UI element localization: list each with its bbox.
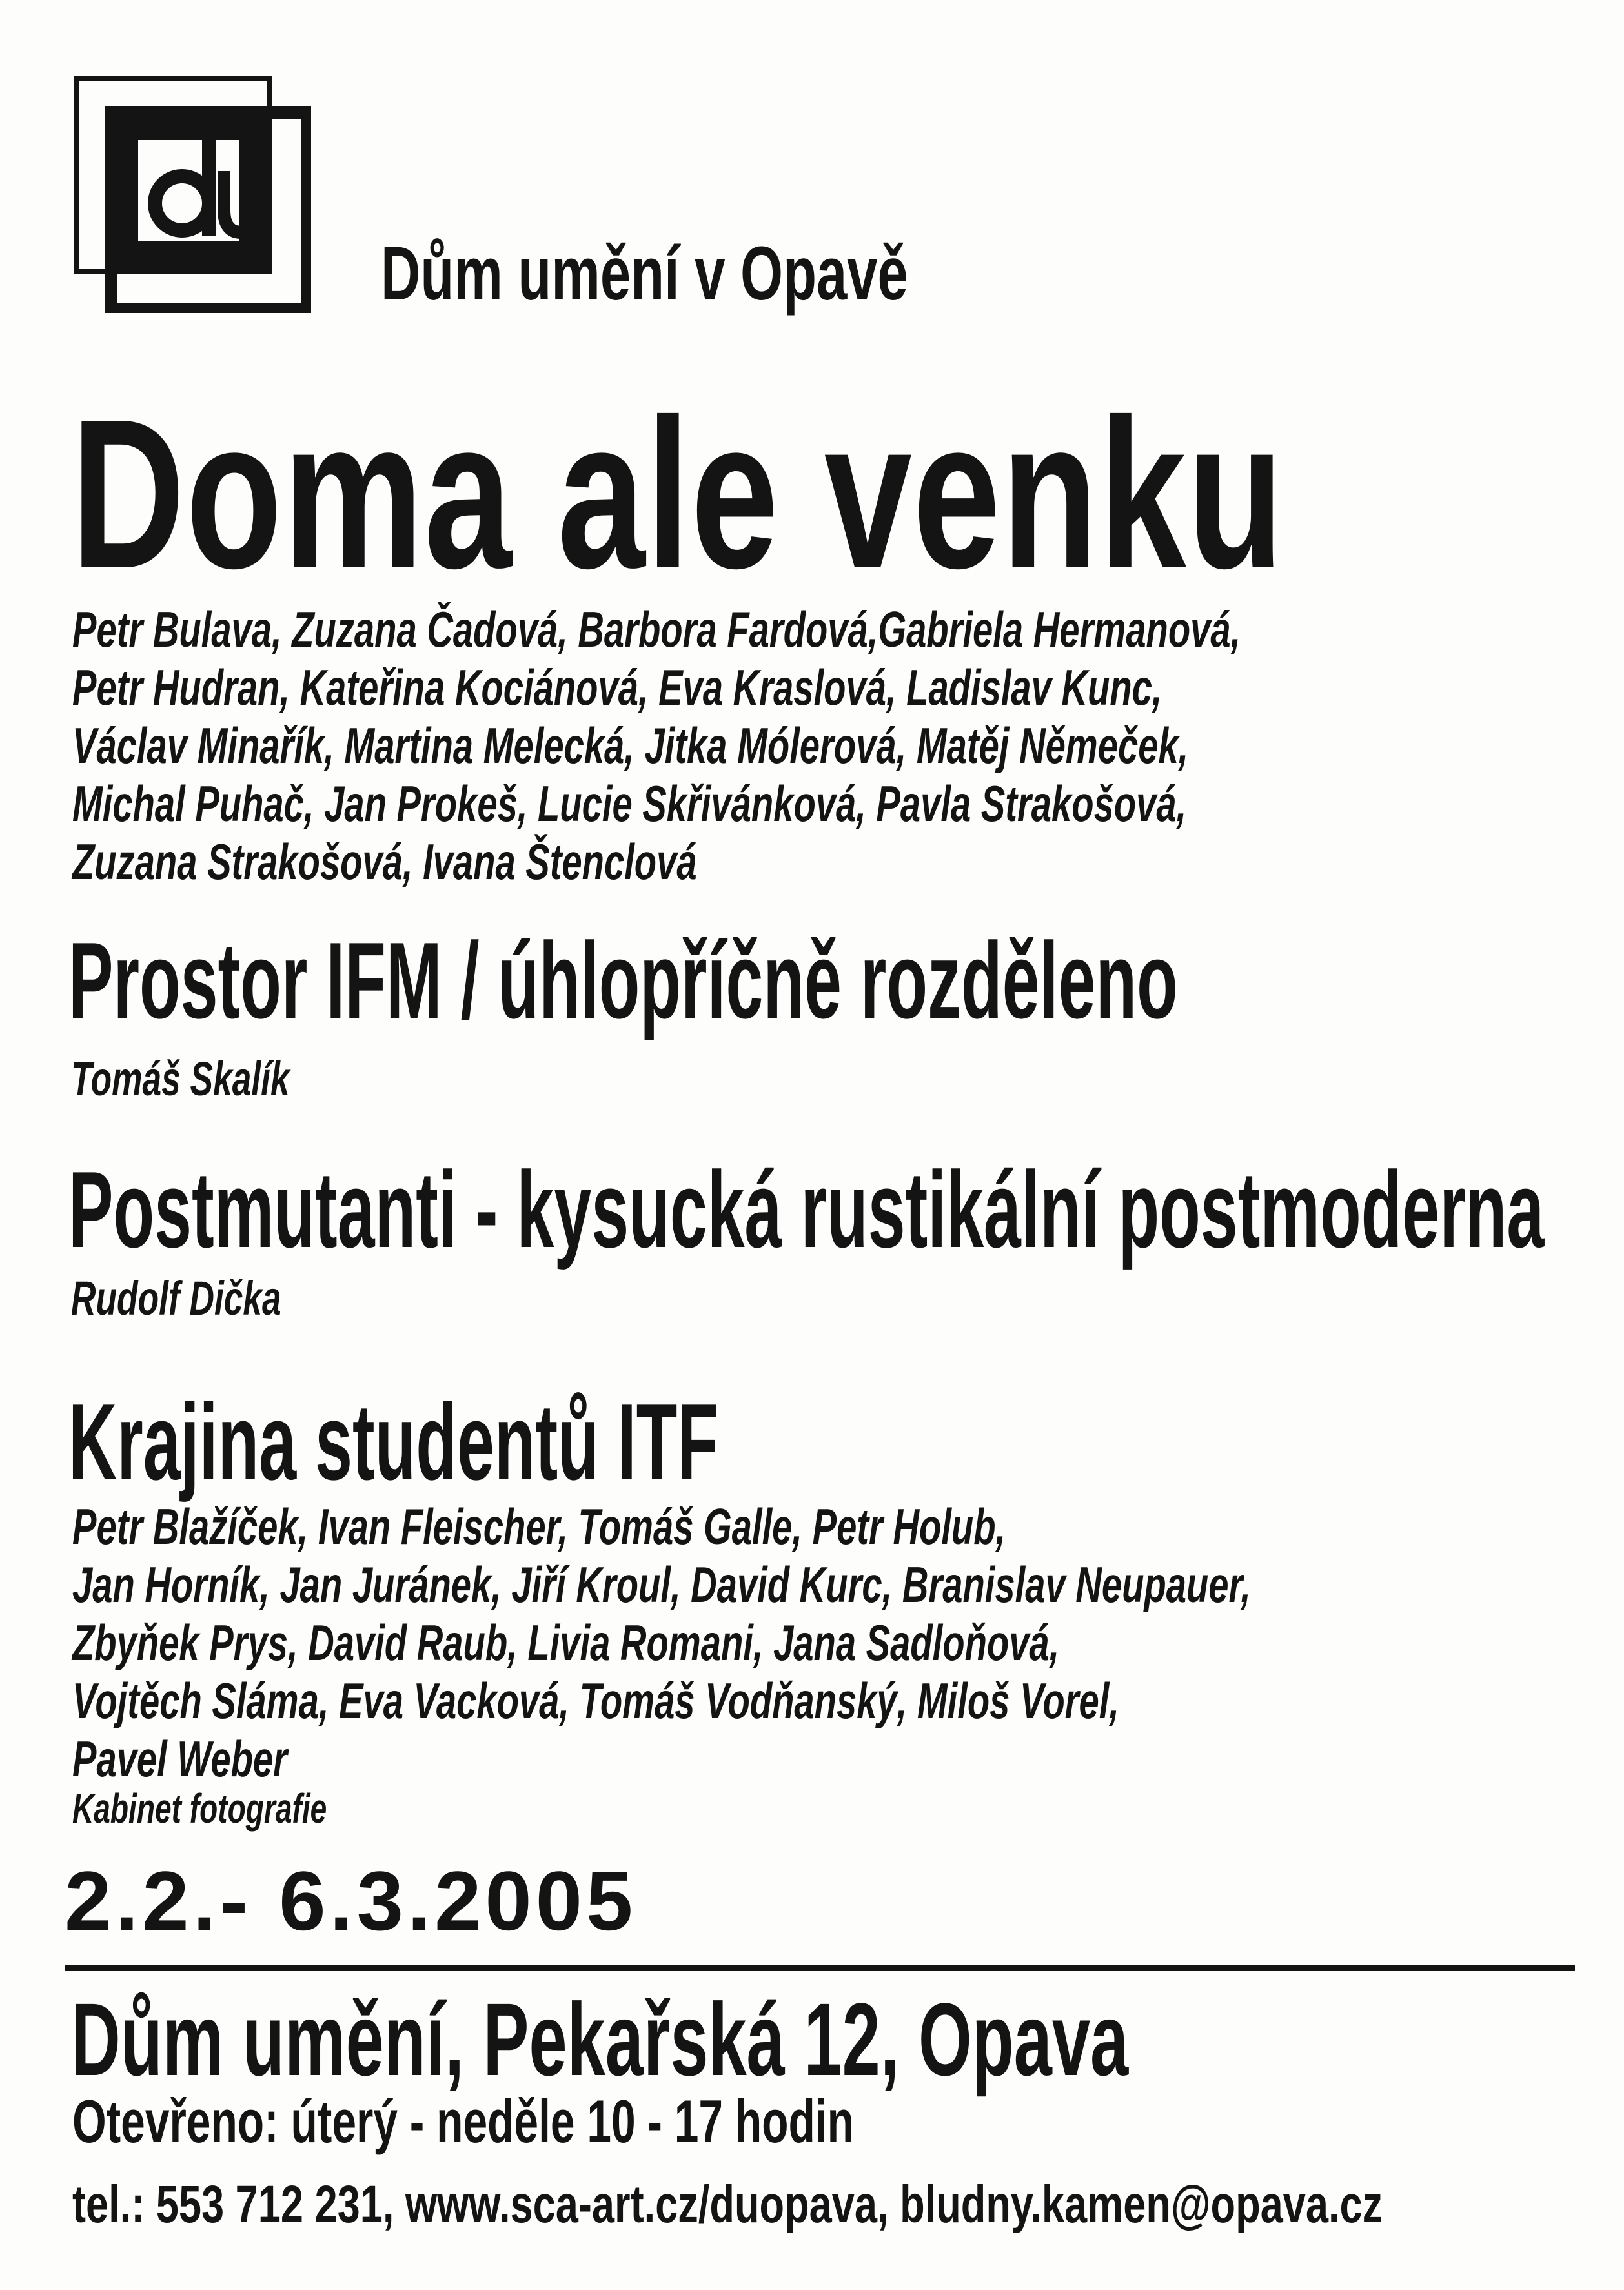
opening-hours: Otevřeno: úterý - neděle 10 - 17 hodin: [72, 2087, 855, 2155]
divider-rule: [65, 1965, 1575, 1971]
dum-umeni-logo: [72, 74, 311, 313]
institution-name: Dům umění v Opavě: [381, 231, 908, 316]
main-artists-list: [72, 600, 1624, 891]
artists-line: Petr Hudran, Kateřina Kociánová, Eva Kraslová, Ladislav Kunc,: [72, 659, 1162, 716]
artists-line: Petr Blažíček, Ivan Fleischer, Tomáš Galle, Petr Holub,: [72, 1498, 1006, 1555]
section-title-postmutanti: Postmutanti - kysucká rustikální postmoderna: [68, 1149, 1545, 1270]
main-exhibition-title: Doma ale venku: [71, 374, 1285, 613]
artists-line: Michal Puhač, Jan Prokeš, Lucie Skřivánková, Pavla Strakošová,: [72, 775, 1187, 832]
artists-line: Václav Minařík, Martina Melecká, Jitka Mólerová, Matěj Němeček,: [72, 717, 1189, 774]
krajina-artists-list: [72, 1497, 1624, 1788]
venue-address: Dům umění, Pekařská 12, Opava: [71, 1981, 1129, 2097]
artists-line: Zuzana Strakošová, Ivana Štenclová: [72, 833, 697, 890]
contact-info: tel.: 553 712 231, www.sca-art.cz/duopava, bludny.kamen@opava.cz: [72, 2175, 1383, 2234]
artists-line: Pavel Weber: [72, 1730, 287, 1787]
section-title-krajina-studentu: Krajina studentů ITF: [68, 1381, 718, 1503]
artists-line: Petr Bulava, Zuzana Čadová, Barbora Fardová,Gabriela Hermanová,: [72, 601, 1241, 658]
section-title-prostor-ifm: Prostor IFM / úhlopříčně rozděleno: [68, 920, 1178, 1041]
section-credit-postmutanti: Rudolf Dička: [71, 1272, 281, 1325]
section-credit-krajina: Kabinet fotografie: [72, 1785, 327, 1832]
section-credit-prostor-ifm: Tomáš Skalík: [71, 1052, 290, 1106]
artists-line: Vojtěch Sláma, Eva Vacková, Tomáš Vodňanský, Miloš Vorel,: [72, 1672, 1119, 1729]
artists-line: Zbyňek Prys, David Raub, Livia Romani, Jana Sadloňová,: [72, 1614, 1060, 1671]
exhibition-dates: 2.2.- 6.3.2005: [65, 1854, 637, 1948]
artists-line: Jan Horník, Jan Juránek, Jiří Kroul, David Kurc, Branislav Neupauer,: [72, 1556, 1251, 1613]
